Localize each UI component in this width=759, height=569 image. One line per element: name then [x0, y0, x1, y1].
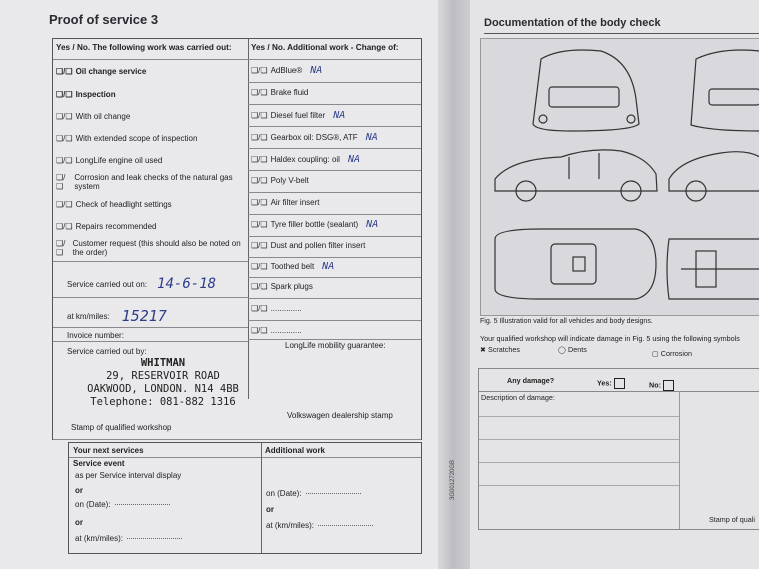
service-date-row: [67, 276, 216, 292]
row-rule: [479, 391, 759, 392]
additional-item-air-filter[interactable]: [251, 198, 319, 207]
work-item-label: Check of headlight settings: [75, 200, 172, 209]
km-row: [67, 307, 167, 325]
additional-item-brake-fluid[interactable]: [251, 88, 308, 97]
column-divider: [261, 443, 262, 553]
at-km-label: at (km/miles):: [75, 534, 123, 543]
indicate-text: Your qualified workshop will indicate damage in Fig. 5 using the following symbols: [480, 334, 740, 343]
side-view-2-icon: [669, 152, 759, 191]
handwritten-note: NA: [322, 261, 335, 272]
checkbox[interactable]: ❑/❑: [251, 88, 268, 97]
additional-item-label: Haldex coupling: oil: [270, 155, 340, 164]
additional-item-gearbox-oil[interactable]: [251, 132, 378, 143]
checkbox[interactable]: ❑/❑: [251, 111, 268, 120]
row-rule: [248, 82, 421, 83]
or-label: or: [266, 505, 274, 514]
additional-item-tyre-filler[interactable]: [251, 219, 378, 230]
row-rule: [248, 236, 421, 237]
additional-item-pollen-filter[interactable]: [251, 241, 365, 250]
per-display-label: as per Service interval display: [75, 471, 182, 480]
row-rule: [53, 439, 421, 440]
stamp-line-3: OAKWOOD, LONDON. N14 4BB: [87, 383, 239, 395]
stamp-line-1: WHITMAN: [140, 357, 186, 369]
row-rule: [69, 457, 421, 458]
body-check-title: Documentation of the body check: [484, 17, 661, 29]
handwritten-note: NA: [333, 110, 346, 121]
yes-label: [597, 378, 625, 389]
checkbox[interactable]: ❑/❑: [251, 326, 268, 335]
work-item-label: Repairs recommended: [75, 222, 157, 231]
additional-item-diesel-filter[interactable]: [251, 110, 345, 121]
per-display-option[interactable]: [75, 471, 181, 480]
checkbox[interactable]: ❑/❑: [56, 112, 73, 121]
legend-dents: ◯ Dents: [558, 345, 587, 354]
yes-checkbox[interactable]: [614, 378, 625, 389]
no-text: No:: [649, 380, 661, 390]
on-date-label: on (Date):: [75, 500, 111, 509]
additional-item-label: Toothed belt: [270, 262, 315, 271]
additional-item-blank-2[interactable]: [251, 326, 302, 335]
work-item-with-oil-change[interactable]: [56, 112, 130, 121]
row-rule: [53, 327, 248, 328]
row-rule: [479, 416, 679, 417]
row-rule: [248, 320, 421, 321]
page-title: Proof of service 3: [49, 12, 159, 27]
legend-scratches: ✖ Scratches: [480, 345, 520, 354]
checkbox[interactable]: ❑/❑: [251, 262, 268, 271]
row-rule: [479, 462, 679, 463]
work-item-label: With extended scope of inspection: [75, 134, 198, 143]
row-rule: [248, 339, 421, 340]
side-view-icon: [495, 150, 657, 191]
handwritten-note: NA: [347, 154, 360, 165]
work-item-repairs[interactable]: [56, 222, 157, 231]
additional-item-poly-v-belt[interactable]: [251, 176, 309, 185]
row-rule: [248, 192, 421, 193]
km-field[interactable]: [127, 538, 182, 539]
additional-item-blank-1[interactable]: [251, 304, 302, 313]
additional-item-toothed-belt[interactable]: [251, 261, 334, 272]
col2-header: Yes / No. Additional work - Change of:: [251, 43, 399, 52]
description-label: Description of damage:: [481, 393, 555, 402]
checkbox[interactable]: ❑/❑: [56, 90, 73, 99]
next-services-box: [68, 442, 422, 554]
additional-item-label: Diesel fuel filter: [270, 111, 326, 120]
checkbox[interactable]: ❑/❑: [251, 66, 268, 75]
handwritten-note: NA: [365, 132, 378, 143]
document-code: 3G0012720GB: [450, 459, 456, 500]
checkbox[interactable]: ❑/❑: [56, 134, 73, 143]
front-view-icon: [691, 50, 759, 131]
work-item-oil-change[interactable]: [56, 67, 146, 76]
additional-item-label: Brake fluid: [270, 88, 309, 97]
work-item-label: Customer request (this should also be noted on the order): [72, 239, 241, 257]
any-damage-label: Any damage?: [507, 376, 555, 385]
additional-item-label: Dust and pollen filter insert: [270, 241, 366, 250]
km-label: at km/miles:: [67, 311, 110, 321]
checkbox[interactable]: ❑/❑: [251, 241, 268, 250]
row-rule: [248, 298, 421, 299]
car-diagram: [480, 38, 759, 316]
work-item-extended-scope[interactable]: [56, 134, 197, 143]
longlife-label: LongLife mobility guarantee:: [285, 341, 386, 350]
date-field[interactable]: [306, 493, 361, 494]
work-item-label: Inspection: [75, 90, 116, 99]
workshop-stamp: [73, 357, 253, 409]
work-item-label: Corrosion and leak checks of the natural gas system: [74, 173, 233, 191]
vw-stamp-label: Volkswagen dealership stamp: [287, 411, 393, 420]
yes-text: Yes:: [597, 378, 612, 388]
additional-item-spark-plugs[interactable]: [251, 282, 313, 291]
work-item-inspection[interactable]: [56, 90, 116, 99]
checkbox[interactable]: ❑/❑: [251, 282, 268, 291]
work-item-customer-request[interactable]: [56, 239, 241, 257]
next-km-row[interactable]: [75, 534, 182, 543]
car-outline-illustration: [481, 39, 759, 315]
service-event-label: Service event: [73, 459, 125, 468]
additional-date-row[interactable]: [266, 489, 361, 498]
no-checkbox[interactable]: [663, 380, 674, 391]
no-label: [649, 380, 674, 391]
date-field[interactable]: [115, 504, 170, 505]
checkbox[interactable]: ❑/❑: [251, 304, 268, 313]
additional-item-haldex[interactable]: [251, 154, 360, 165]
additional-km-row[interactable]: [266, 521, 373, 530]
checkbox[interactable]: ❑/❑: [56, 156, 73, 165]
row-rule: [479, 439, 679, 440]
checkbox[interactable]: ❑/❑: [56, 173, 66, 191]
stamp-line-4: Telephone: 081-882 1316: [90, 396, 236, 408]
checkbox[interactable]: ❑/❑: [251, 176, 268, 185]
row-rule: [248, 170, 421, 171]
additional-work-label: Additional work: [265, 446, 325, 455]
row-rule: [248, 104, 421, 105]
checkbox[interactable]: ❑/❑: [56, 222, 73, 231]
row-rule: [248, 148, 421, 149]
figure-caption: Fig. 5 Illustration valid for all vehicles and body designs.: [480, 318, 653, 325]
row-rule: [53, 261, 248, 262]
title-underline: [484, 33, 759, 34]
checkbox[interactable]: ❑/❑: [56, 67, 73, 76]
work-item-headlights[interactable]: [56, 200, 172, 209]
checkbox[interactable]: ❑/❑: [56, 200, 73, 209]
row-rule: [479, 485, 679, 486]
row-rule: [248, 257, 421, 258]
handwritten-note: NA: [310, 65, 323, 76]
invoice-label: Invoice number:: [67, 331, 124, 340]
service-date-label: Service carried out on:: [67, 279, 148, 289]
on-date-label: on (Date):: [266, 489, 302, 498]
header-rule: [53, 59, 421, 60]
checkbox[interactable]: ❑/❑: [251, 133, 268, 142]
checkbox[interactable]: ❑/❑: [251, 155, 268, 164]
km-field[interactable]: [318, 525, 373, 526]
additional-item-label: Poly V-belt: [270, 176, 309, 185]
row-rule: [53, 297, 248, 298]
or-label: or: [75, 486, 83, 495]
km-value[interactable]: 15217: [121, 307, 167, 325]
damage-box: [478, 368, 759, 530]
legend-corrosion: ▢ Corrosion: [652, 349, 692, 358]
row-rule: [248, 277, 421, 278]
next-services-label: Your next services: [73, 446, 144, 455]
row-rule: [248, 126, 421, 127]
row-rule: [53, 341, 248, 342]
handwritten-note: NA: [366, 219, 379, 230]
row-rule: [248, 214, 421, 215]
additional-item-label: Spark plugs: [270, 282, 313, 291]
additional-item-label: Air filter insert: [270, 198, 320, 207]
additional-item-label: AdBlue®: [270, 66, 303, 75]
service-table: [52, 38, 422, 440]
stamp-line-2: 29, RESERVOIR ROAD: [106, 370, 220, 382]
service-by-label: Service carried out by:: [67, 347, 147, 356]
column-divider: [679, 391, 680, 529]
additional-item-label: ..............: [270, 304, 302, 313]
at-km-label: at (km/miles):: [266, 521, 314, 530]
col1-header: Yes / No. The following work was carried out:: [56, 43, 232, 52]
work-item-corrosion-checks[interactable]: [56, 173, 246, 191]
additional-item-label: Gearbox oil: DSG®, ATF: [270, 133, 358, 142]
checkbox[interactable]: ❑/❑: [251, 220, 268, 229]
work-item-longlife-oil[interactable]: [56, 156, 162, 165]
work-item-label: With oil change: [75, 112, 131, 121]
additional-item-label: ..............: [270, 326, 302, 335]
top-view-icon: [495, 229, 656, 299]
stamp-quali-label: Stamp of quali: [709, 515, 755, 524]
work-item-label: Oil change service: [75, 67, 147, 76]
additional-item-adblue[interactable]: [251, 65, 322, 76]
column-divider: [248, 39, 249, 399]
checkbox[interactable]: ❑/❑: [56, 239, 66, 257]
checkbox[interactable]: ❑/❑: [251, 198, 268, 207]
service-date-value[interactable]: 14-6-18: [157, 276, 217, 292]
or-label: or: [75, 518, 83, 527]
stamp-label: Stamp of qualified workshop: [71, 423, 172, 432]
work-item-label: LongLife engine oil used: [75, 156, 163, 165]
additional-item-label: Tyre filler bottle (sealant): [270, 220, 359, 229]
next-date-row[interactable]: [75, 500, 170, 509]
